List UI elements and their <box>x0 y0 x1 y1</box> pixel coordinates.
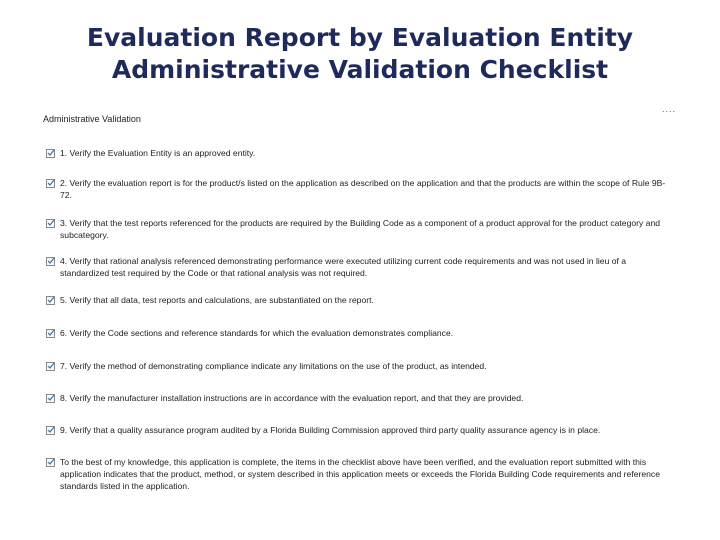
checkbox-icon[interactable] <box>46 458 55 467</box>
checkbox-icon[interactable] <box>46 296 55 305</box>
checklist-item-label: 8. Verify the manufacturer installation instructions are in accordance with the evaluation report, and that they are provided. <box>60 393 524 403</box>
checkbox-icon[interactable] <box>46 149 55 158</box>
checklist-item-2 <box>42 177 672 201</box>
checklist-item-7 <box>42 360 672 372</box>
checklist-item-3 <box>42 217 672 241</box>
checklist-item-label: 3. Verify that the test reports referenced for the products are required by the Building Code as a component of a product approval for the product category and subcategory. <box>60 218 661 240</box>
slide-title-line-1: Evaluation Report by Evaluation Entity <box>86 23 634 52</box>
checklist-item-label: 6. Verify the Code sections and reference standards for which the evaluation demonstrates compliance. <box>60 328 454 338</box>
checklist-item-9 <box>42 424 672 436</box>
checklist-item-5 <box>42 294 672 306</box>
checkbox-icon[interactable] <box>46 257 55 266</box>
checklist-item-label: 1. Verify the Evaluation Entity is an approved entity. <box>60 148 256 158</box>
checklist-item-8 <box>42 392 672 404</box>
checklist-item-1 <box>42 147 672 159</box>
attestation-item <box>42 456 672 492</box>
checkbox-icon[interactable] <box>46 329 55 338</box>
checkbox-icon[interactable] <box>46 219 55 228</box>
corner-mark: .... <box>661 104 676 114</box>
checkbox-icon[interactable] <box>46 426 55 435</box>
checklist-item-6 <box>42 327 672 339</box>
checklist-item-label: 5. Verify that all data, test reports and calculations, are substantiated on the report. <box>60 295 374 305</box>
checklist-item-label: 7. Verify the method of demonstrating compliance indicate any limitations on the use of the product, as intended. <box>60 361 487 371</box>
checklist-item-label: 9. Verify that a quality assurance program audited by a Florida Building Commission approved third party quality assurance agency is in place. <box>60 425 601 435</box>
slide-title-line-2: Administrative Validation Checklist <box>111 55 609 84</box>
checklist-item-4 <box>42 255 672 279</box>
checklist-item-label: 4. Verify that rational analysis referenced demonstrating performance were executed utilizing current code requirements and was not used in lieu of a standardized test required by the Code or that rational analysis was not required. <box>60 256 627 278</box>
checkbox-icon[interactable] <box>46 179 55 188</box>
attestation-label: To the best of my knowledge, this application is complete, the items in the checklist above have been verified, and the evaluation report submitted with this application indicates that the product, method, or system described in this application meets or exceeds the Florida Building Code requirements and reference standards listed in the application. <box>60 457 660 491</box>
slide-title <box>0 22 720 86</box>
checkbox-icon[interactable] <box>46 394 55 403</box>
checklist-item-label: 2. Verify the evaluation report is for the product/s listed on the application as described on the application and that the products are within the scope of Rule 9B-72. <box>60 178 666 200</box>
checklist-panel <box>42 110 672 510</box>
checkbox-icon[interactable] <box>46 362 55 371</box>
section-heading: Administrative Validation <box>43 114 141 124</box>
checklist <box>42 147 672 492</box>
